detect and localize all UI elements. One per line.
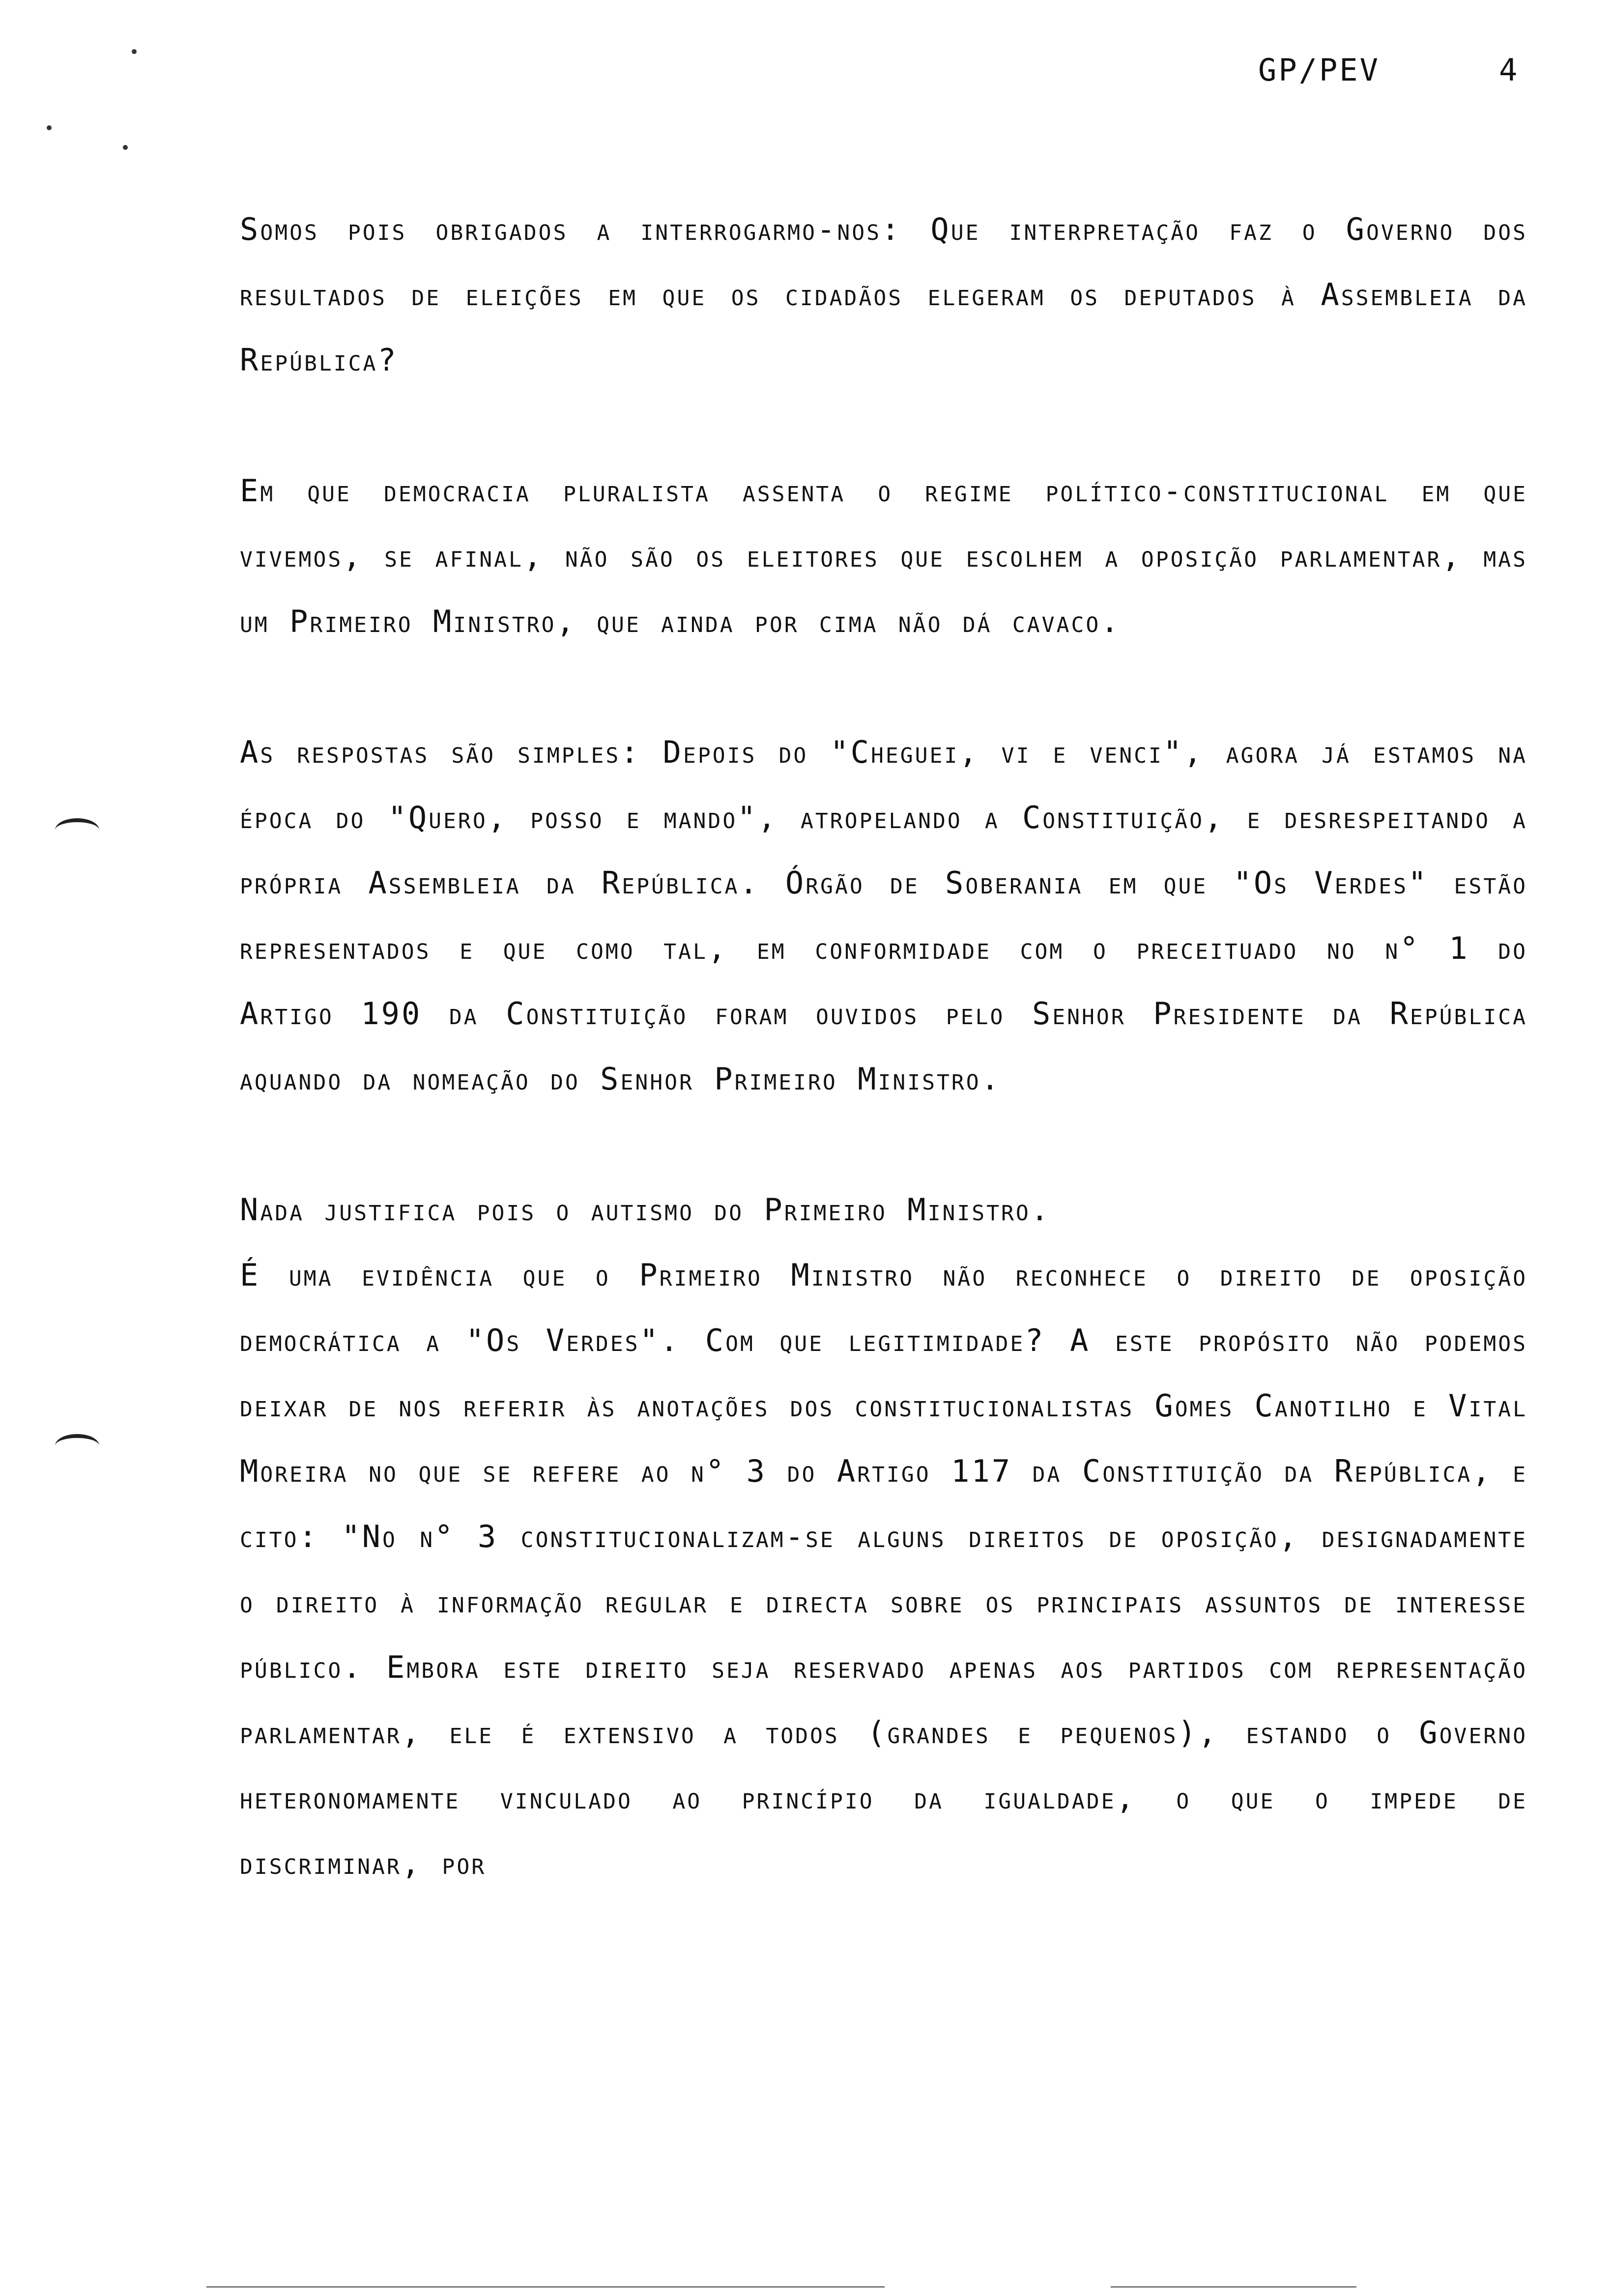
footer-rule [206, 2286, 885, 2288]
page-number: 4 [1499, 52, 1518, 88]
document-code: GP/PEV [1258, 52, 1380, 88]
paragraph: Em que democracia pluralista assenta o regime político-constitucional em que vivemos, se afinal, não são os eleitores que escolhem a oposição parlamentar, mas um Primeiro Ministro, que ainda por cima não dá cavaco. [240, 473, 1527, 639]
paragraph-gap [240, 1112, 1527, 1177]
paragraph-gap [240, 654, 1527, 719]
paragraph: Nada justifica pois o autismo do Primeiro Ministro. [240, 1192, 1051, 1228]
footer-rule [1111, 2286, 1356, 2288]
paragraph: Somos pois obrigados a interrogarmo-nos: Que interpretação faz o Governo dos resultados de eleições em que os cidadãos elegeram os deputados à Assembleia da República? [240, 211, 1527, 378]
paragraph: É uma evidência que o Primeiro Ministro não reconhece o direito de oposição democrática a "Os Verdes". Com que legitimidade? A este propósito não podemos deixar de nos referir às anotações dos constitucionalistas Gomes Canotilho e Vital Moreira no que se refere ao n° 3 do Artigo 117 da Constituição da República, e cito: "No n° 3 constitucionalizam-se alguns direitos de oposição, designadamente o direito à informação regular e directa sobre os principais assuntos de interesse público. Embora este direito seja reservado apenas aos partidos com representação parlamentar, ele é extensivo a todos (grandes e pequenos), estando o Governo heteronomamente vinculado ao princípio da igualdade, o que o impede de discriminar, por [240, 1257, 1527, 1881]
document-body [240, 197, 1527, 1896]
scan-speck [123, 145, 128, 150]
scan-speck [47, 125, 52, 130]
punch-hole-mark [55, 1434, 99, 1458]
punch-hole-mark [55, 818, 99, 842]
paragraph: As respostas são simples: Depois do "Cheguei, vi e venci", agora já estamos na época do "Quero, posso e mando", atropelando a Constituição, e desrespeitando a própria Assembleia da República. Órgão de Soberania em que "Os Verdes" estão representados e que como tal, em conformidade com o preceituado no n° 1 do Artigo 190 da Constituição foram ouvidos pelo Senhor Presidente da República aquando da nomeação do Senhor Primeiro Ministro. [240, 734, 1528, 1097]
scan-speck [132, 49, 137, 54]
